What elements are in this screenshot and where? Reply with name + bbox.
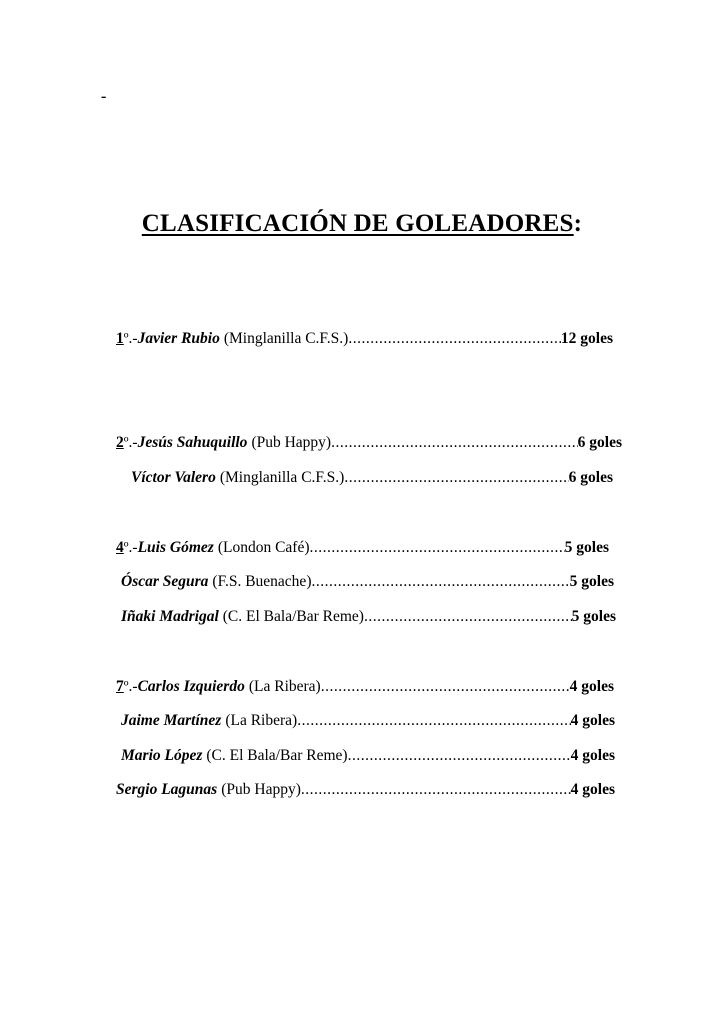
dot-leader bbox=[331, 432, 578, 454]
dot-leader bbox=[344, 467, 568, 489]
rank-label bbox=[116, 537, 138, 559]
goal-count: 4 goles bbox=[570, 747, 615, 764]
team-name: (Pub Happy) bbox=[221, 781, 301, 798]
player-name: Javier Rubio bbox=[137, 330, 220, 347]
rank-label bbox=[116, 432, 138, 454]
dot-leader bbox=[301, 779, 571, 801]
dot-leader bbox=[311, 571, 569, 593]
goal-count: 12 goles bbox=[560, 330, 613, 347]
dot-leader bbox=[364, 606, 572, 628]
goal-count: 4 goles bbox=[570, 781, 615, 798]
title-text: CLASIFICACIÓN DE GOLEADORES bbox=[141, 210, 574, 237]
goal-count: 4 goles bbox=[570, 712, 615, 729]
dot-leader bbox=[321, 676, 570, 698]
player-name: Mario López bbox=[121, 747, 203, 764]
rank-label bbox=[116, 328, 138, 350]
scorer-row bbox=[116, 328, 613, 350]
rank-suffix: º.- bbox=[123, 434, 138, 451]
rank-suffix: º.- bbox=[123, 678, 138, 695]
rank-number: 4 bbox=[116, 539, 124, 556]
scorer-row bbox=[116, 432, 622, 454]
scorer-row bbox=[121, 710, 615, 732]
goal-count: 4 goles bbox=[569, 678, 614, 695]
team-name: (Minglanilla C.F.S.) bbox=[223, 330, 349, 347]
rank-number: 1 bbox=[116, 330, 124, 347]
dot-leader bbox=[348, 745, 571, 767]
goal-count: 6 goles bbox=[568, 469, 613, 486]
player-name: Jaime Martínez bbox=[121, 712, 222, 729]
player-name: Carlos Izquierdo bbox=[137, 678, 245, 695]
team-name: (F.S. Buenache) bbox=[212, 573, 312, 590]
page-title bbox=[0, 210, 724, 238]
rank-label bbox=[116, 676, 138, 698]
player-name: Sergio Lagunas bbox=[116, 781, 218, 798]
scorer-row bbox=[121, 745, 615, 767]
player-name: Óscar Segura bbox=[121, 573, 209, 590]
team-name: (C. El Bala/Bar Reme) bbox=[206, 747, 348, 764]
team-name: (La Ribera) bbox=[225, 712, 298, 729]
dot-leader bbox=[310, 537, 565, 559]
title-colon: : bbox=[573, 210, 583, 237]
team-name: (C. El Bala/Bar Reme) bbox=[222, 608, 364, 625]
rank-number: 7 bbox=[116, 678, 124, 695]
scorer-row bbox=[121, 571, 614, 593]
rank-number: 2 bbox=[116, 434, 124, 451]
team-name: (Minglanilla C.F.S.) bbox=[219, 469, 345, 486]
goal-count: 5 goles bbox=[569, 573, 614, 590]
dot-leader bbox=[348, 328, 561, 350]
goal-count: 5 goles bbox=[564, 539, 609, 556]
player-name: Luis Gómez bbox=[137, 539, 214, 556]
player-name: Iñaki Madrigal bbox=[121, 608, 219, 625]
team-name: (Pub Happy) bbox=[251, 434, 332, 451]
rank-suffix: º.- bbox=[123, 330, 138, 347]
goal-count: 6 goles bbox=[577, 434, 622, 451]
scorer-row bbox=[116, 537, 609, 559]
goal-count: 5 goles bbox=[571, 608, 616, 625]
player-name: Jesús Sahuquillo bbox=[137, 434, 248, 451]
scorer-row bbox=[121, 606, 616, 628]
scorer-row bbox=[131, 467, 613, 489]
scorer-row bbox=[116, 676, 614, 698]
team-name: (La Ribera) bbox=[248, 678, 321, 695]
team-name: (London Café) bbox=[217, 539, 310, 556]
player-name: Víctor Valero bbox=[131, 469, 216, 486]
scorer-row bbox=[116, 779, 615, 801]
dot-leader bbox=[297, 710, 570, 732]
top-dash-mark: - bbox=[101, 88, 107, 105]
rank-suffix: º.- bbox=[123, 539, 138, 556]
